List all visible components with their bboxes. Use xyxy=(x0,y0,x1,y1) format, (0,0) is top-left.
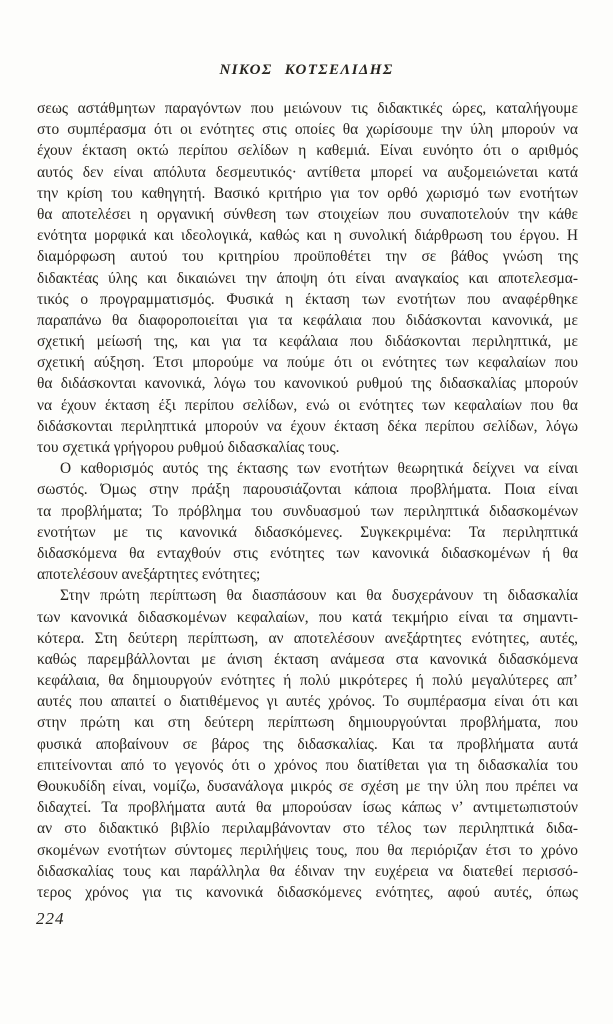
text-line: κότερα. Στη δεύτερη περίπτωση, αν αποτελέσουν ανεξάρτητες ενότητες, αυτές, xyxy=(37,629,578,647)
text-line: των κανονικά διδασκομένων κεφαλαίων, που κατά τεκμήριο είναι τα σημαντι- xyxy=(37,608,578,626)
text-line: διαμόρφωση αυτού του κριτηρίου προϋποθέτει την σε βάθος γνώση της xyxy=(37,248,578,266)
text-line: τερος χρόνος για τις κανονικά διδασκόμενες ενότητες, αφού αυτές, όπως xyxy=(37,883,578,901)
text-line: αποτελέσουν ανεξάρτητες ενότητες; xyxy=(37,566,261,584)
text-line: κεφάλαια, θα δημιουργούν ενότητες ή πολύ μικρότερες ή πολύ μεγαλύτερες απ’ xyxy=(37,672,578,690)
text-line: επιτείνονται από το γεγονός ότι ο χρόνος που διατίθεται για τη διδασκαλία του xyxy=(37,756,578,774)
text-line: την κρίση του καθηγητή. Βασικό κριτήριο για τον ορθό χωρισμό των ενοτήτων xyxy=(37,184,578,202)
text-line: να έχουν έκταση έξι περίπου σελίδων, ενώ οι ενότητες των κεφαλαίων που θα xyxy=(37,396,578,414)
text-line: αυτές που απαιτεί ο διατιθέμενος γι αυτές χρόνος. Το συμπέρασμα είναι ότι και xyxy=(37,693,578,711)
text-line: διδάσκονται περιληπτικά μπορούν να έχουν έκταση δέκα περίπου σελίδων, λόγω xyxy=(37,417,578,435)
text-line: αυτός δεν είναι απόλυτα δεσμευτικός· αντίθετα μπορεί να αυξομειώνεται κατά xyxy=(37,163,578,181)
text-line: παραπάνω θα διαφοροποιείται για τα κεφάλαια που διδάσκονται κανονικά, με xyxy=(37,311,578,329)
running-header: ΝΙΚΟΣ ΚΟΤΣΕΛΙΔΗΣ xyxy=(219,62,394,78)
text-line: έχουν έκταση οκτώ περίπου σελίδων η καθεμιά. Είναι ευνόητο ότι ο αριθμός xyxy=(37,142,578,160)
text-line: στο συμπέρασμα ότι οι ενότητες στις οποίες θα χωρίσουμε την ύλη μπορούν να xyxy=(37,121,578,139)
text-line: καθώς παρεμβάλλονται με άνιση έκταση ανάμεσα στα κανονικά διδασκόμενα xyxy=(37,650,578,668)
text-line: τικός ο προγραμματισμός. Φυσικά η έκταση των ενοτήτων που αναφέρθηκε xyxy=(37,290,578,308)
text-line: ενοτήτων με τις κανονικά διδασκόμενες. Συγκεκριμένα: Τα περιληπτικά xyxy=(37,523,578,541)
text-line: Ο καθορισμός αυτός της έκτασης των ενοτήτων θεωρητικά δείχνει να είναι xyxy=(60,460,578,478)
text-line: θα αποτελέσει η οργανική σύνθεση των στοιχείων που συναποτελούν την κάθε xyxy=(37,205,578,223)
text-line: σωστός. Όμως στην πράξη παρουσιάζονται κάποια προβλήματα. Ποια είναι xyxy=(37,481,578,499)
text-line: στην πρώτη και στη δεύτερη περίπτωση δημιουργούνται προβλήματα, που xyxy=(37,714,578,732)
text-line: φυσικά αποβαίνουν σε βάρος της διδασκαλίας. Και τα προβλήματα αυτά xyxy=(37,735,578,753)
text-line: τα προβλήματα; Το πρόβλημα του συνδυασμού των περιληπτικά διδασκομένων xyxy=(37,502,578,520)
text-line: διδακτέας ύλης και δικαιώνει την άποψη ότι είναι αναγκαίος και αποτελεσμα- xyxy=(37,269,578,287)
text-line: Στην πρώτη περίπτωση θα διασπάσουν και θα δυσχεράνουν τη διδασκαλία xyxy=(60,587,578,605)
text-line: διδασκαλίας τους και παράλληλα θα έδιναν την ευχέρεια να διατεθεί περισσό- xyxy=(37,862,578,880)
page-body xyxy=(37,98,578,903)
text-line: θα διδάσκονται κανονικά, λόγω του κανονικού ρυθμού της διδασκαλίας μπορούν xyxy=(37,375,578,393)
text-line: σεως αστάθμητων παραγόντων που μειώνουν τις διδακτικές ώρες, καταλήγουμε xyxy=(37,100,578,117)
text-line: σχετική αύξηση. Έτσι μπορούμε να πούμε ότι οι ενότητες των κεφαλαίων που xyxy=(37,354,578,372)
text-line: Θουκυδίδη είναι, νομίζω, δυσανάλογα μικρός σε σχέση με την ύλη που πρέπει να xyxy=(37,778,578,795)
text-line: ενότητα μορφικά και ιδεολογικά, καθώς και η συνολική διάρθρωση του έργου. Η xyxy=(37,227,578,245)
text-line: αν στο διδακτικό βιβλίο περιλαμβάνονταν στο τέλος των περιληπτικά διδα- xyxy=(37,820,578,838)
text-line: διδασκόμενα θα ενταχθούν στις ενότητες των κανονικά διδασκομένων ή θα xyxy=(37,544,578,562)
text-line: σκομένων ενοτήτων σύντομες περιλήψεις τους, που θα περιόριζαν έτσι το χρόνο xyxy=(37,841,578,859)
text-line: σχετική μείωσή της, και για τα κεφάλαια που διδάσκονται περιληπτικά, με xyxy=(37,333,578,351)
text-line: διδαχτεί. Τα προβλήματα αυτά θα μπορούσαν ίσως κάπως ν’ αντιμετωπιστούν xyxy=(37,799,578,817)
page-number: 224 xyxy=(36,909,65,928)
text-line: του σχετικά γρήγορου ρυθμού διδασκαλίας τους. xyxy=(37,439,340,456)
